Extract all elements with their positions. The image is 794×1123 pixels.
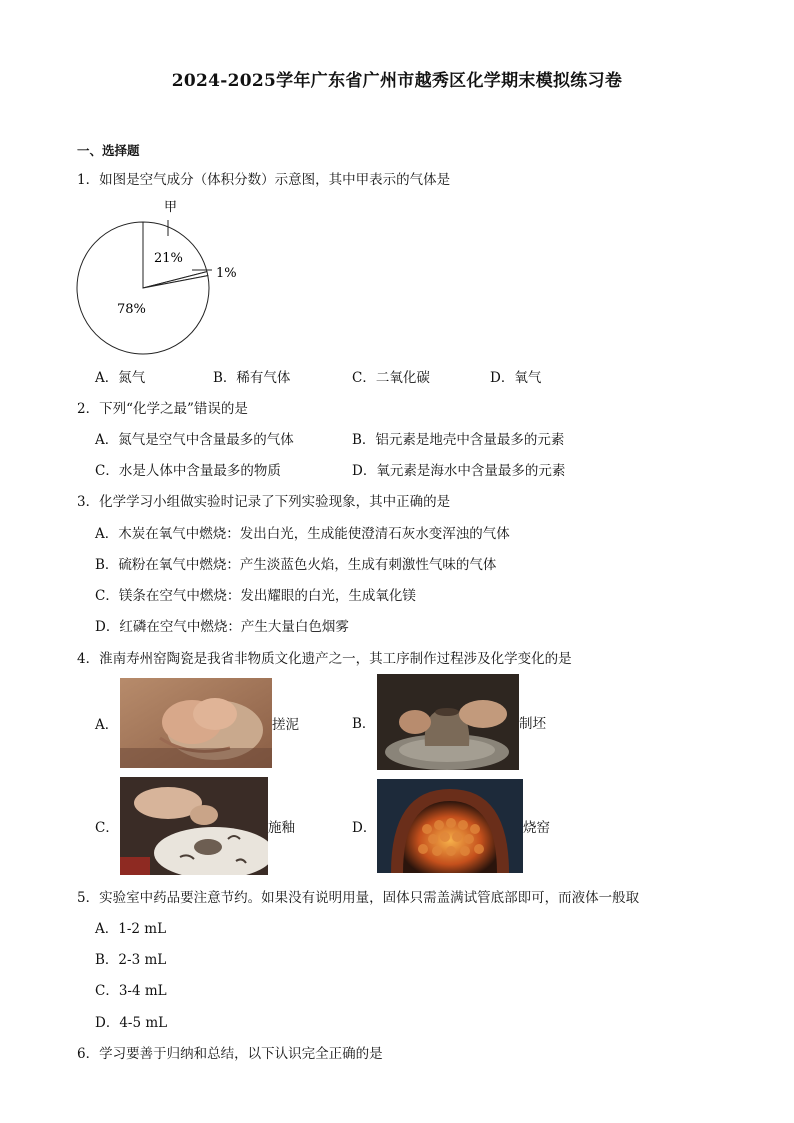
exam-title: 2024-2025学年广东省广州市越秀区化学期末模拟练习卷	[171, 71, 623, 91]
q4-option-b-caption: 制坯	[519, 716, 546, 732]
q2-option-c: C．水是人体中含量最多的物质	[95, 463, 281, 479]
section-heading: 一、选择题	[77, 143, 140, 158]
pie-label-jia: 甲	[164, 200, 178, 215]
q4-option-a-caption: 搓泥	[272, 717, 299, 733]
question-2-stem: 2．下列“化学之最”错误的是	[77, 401, 248, 417]
q4-option-d-letter: D．	[352, 820, 377, 836]
q5-option-d: D．4-5 mL	[95, 1015, 168, 1031]
q4-option-a-letter: A．	[95, 717, 119, 733]
question-1-stem: 1．如图是空气成分（体积分数）示意图，其中甲表示的气体是	[77, 172, 451, 188]
q2-option-b: B．铝元素是地壳中含量最多的元素	[352, 432, 565, 448]
q5-option-b: B．2-3 mL	[95, 952, 167, 968]
q3-option-c: C．镁条在空气中燃烧：发出耀眼的白光，生成氧化镁	[95, 588, 416, 604]
q4-option-d-caption: 烧窑	[523, 820, 550, 836]
q1-option-d: D．氧气	[490, 370, 542, 386]
q3-option-d: D．红磷在空气中燃烧：产生大量白色烟雾	[95, 619, 349, 635]
glazing-photo	[120, 777, 268, 875]
q1-option-a: A．氮气	[95, 370, 146, 386]
air-composition-pie-chart	[76, 196, 246, 356]
q2-option-d: D．氧元素是海水中含量最多的元素	[352, 463, 566, 479]
q4-option-b-letter: B．	[352, 716, 376, 732]
kiln-firing-photo	[377, 779, 523, 873]
q4-option-d	[352, 779, 550, 873]
q2-option-a: A．氮气是空气中含量最多的气体	[95, 432, 294, 448]
kneading-clay-photo	[120, 678, 272, 768]
q4-option-c-letter: C．	[95, 820, 119, 836]
q4-option-b	[352, 674, 546, 770]
q1-option-b: B．稀有气体	[213, 370, 291, 386]
pie-label-21: 21%	[154, 251, 183, 266]
question-5-stem: 5．实验室中药品要注意节约。如果没有说明用量，固体只需盖满试管底部即可，而液体一般取	[77, 890, 640, 906]
question-6-stem: 6．学习要善于归纳和总结，以下认识完全正确的是	[77, 1046, 383, 1062]
q5-option-c: C．3-4 mL	[95, 983, 167, 999]
question-3-stem: 3．化学学习小组做实验时记录了下列实验现象，其中正确的是	[77, 494, 451, 510]
pie-label-78: 78%	[117, 302, 146, 317]
pie-svg	[76, 196, 246, 356]
pie-label-1: 1%	[216, 266, 237, 281]
q4-option-c-caption: 施釉	[268, 820, 295, 836]
q4-option-c	[95, 777, 295, 875]
q4-option-a	[95, 677, 299, 769]
question-4-stem: 4．淮南寿州窑陶瓷是我省非物质文化遗产之一，其工序制作过程涉及化学变化的是	[77, 651, 572, 667]
q3-option-a: A．木炭在氧气中燃烧：发出白光，生成能使澄清石灰水变浑浊的气体	[95, 526, 510, 542]
q1-option-c: C．二氧化碳	[352, 370, 430, 386]
throwing-pottery-photo	[377, 674, 519, 770]
q5-option-a: A．1-2 mL	[95, 921, 167, 937]
q3-option-b: B．硫粉在氧气中燃烧：产生淡蓝色火焰，生成有刺激性气味的气体	[95, 557, 497, 573]
